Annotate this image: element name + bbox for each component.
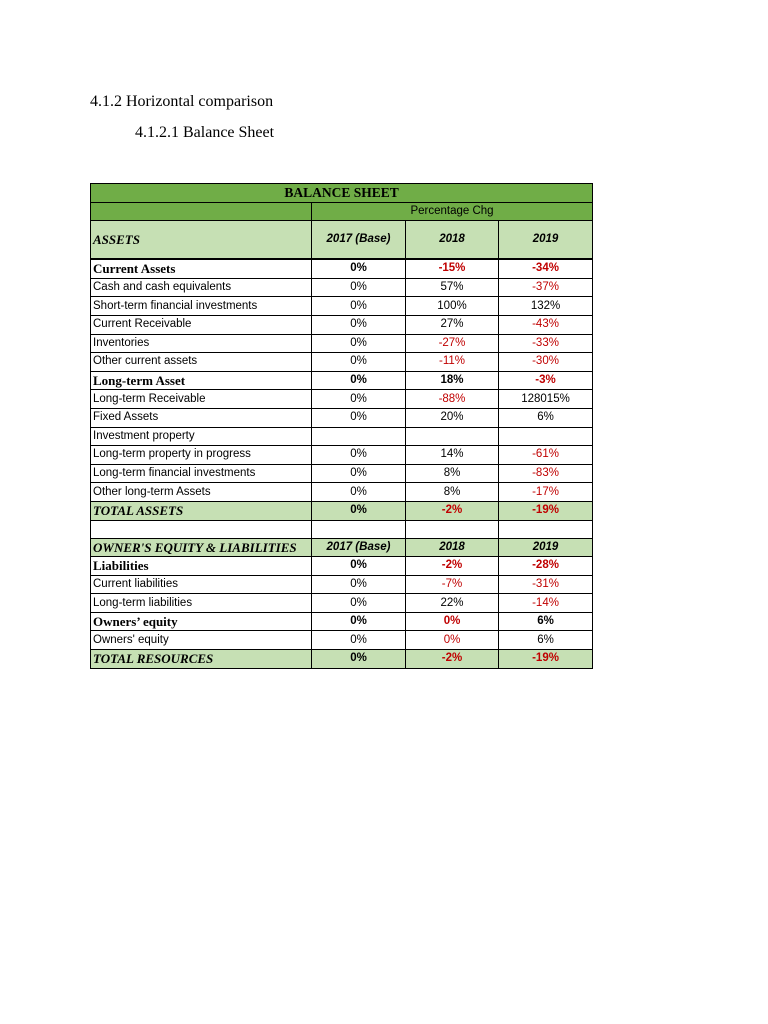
table-row <box>91 315 593 334</box>
cell-2019: -19% <box>499 501 593 520</box>
cell-2017: 0% <box>312 464 406 483</box>
heading-horizontal-comparison: 4.1.2 Horizontal comparison <box>90 93 274 110</box>
cell-2019: 128015% <box>499 390 593 409</box>
row-label: Current Assets <box>91 259 312 278</box>
cell-2018: 8% <box>406 464 499 483</box>
cell-2017: 0% <box>312 446 406 465</box>
cell-2019: -3% <box>499 371 593 390</box>
row-label: TOTAL ASSETS <box>91 501 312 520</box>
table-row <box>91 371 593 390</box>
col-2017-header: 2017 (Base) <box>312 221 406 260</box>
table-row <box>91 297 593 316</box>
cell-2018: 0% <box>406 631 499 650</box>
table-row <box>91 612 593 631</box>
cell-2018: -88% <box>406 390 499 409</box>
cell-2019: -33% <box>499 334 593 353</box>
cell-2017 <box>312 427 406 446</box>
equity-col-2019-header: 2019 <box>499 538 593 557</box>
cell-2017: 0% <box>312 612 406 631</box>
row-label: TOTAL RESOURCES <box>91 650 312 669</box>
cell-2018: 100% <box>406 297 499 316</box>
table-row <box>91 464 593 483</box>
row-label: Short-term financial investments <box>91 297 312 316</box>
cell-2019: 6% <box>499 408 593 427</box>
cell-2018: 0% <box>406 612 499 631</box>
cell-2017: 0% <box>312 650 406 669</box>
cell-2018: -2% <box>406 650 499 669</box>
table-row <box>91 446 593 465</box>
cell-2018: -2% <box>406 557 499 576</box>
cell-2017: 0% <box>312 371 406 390</box>
row-label: Inventories <box>91 334 312 353</box>
row-label: Investment property <box>91 427 312 446</box>
table-row <box>91 575 593 594</box>
equity-col-2018-header: 2018 <box>406 538 499 557</box>
table-row <box>91 650 593 669</box>
cell-2017: 0% <box>312 631 406 650</box>
cell-2017: 0% <box>312 501 406 520</box>
cell-2019: 6% <box>499 612 593 631</box>
cell-2017: 0% <box>312 259 406 278</box>
table-row <box>91 427 593 446</box>
equity-header-label: OWNER'S EQUITY & LIABILITIES <box>91 538 312 557</box>
row-label: Fixed Assets <box>91 408 312 427</box>
cell-2017: 0% <box>312 390 406 409</box>
row-label: Other long-term Assets <box>91 483 312 502</box>
cell-2018 <box>406 427 499 446</box>
col-2018-header: 2018 <box>406 221 499 260</box>
table-row <box>91 557 593 576</box>
table-row <box>91 353 593 372</box>
table-title: BALANCE SHEET <box>91 184 593 203</box>
table-row <box>91 483 593 502</box>
row-label: Current Receivable <box>91 315 312 334</box>
equity-header-row <box>91 538 593 557</box>
table-row <box>91 631 593 650</box>
table-row <box>91 390 593 409</box>
cell-2019: -28% <box>499 557 593 576</box>
table-row <box>91 408 593 427</box>
row-label: Cash and cash equivalents <box>91 278 312 297</box>
cell-2019: -61% <box>499 446 593 465</box>
table-row <box>91 501 593 520</box>
heading-balance-sheet: 4.1.2.1 Balance Sheet <box>135 124 275 141</box>
cell-2017: 0% <box>312 483 406 502</box>
cell-2017: 0% <box>312 353 406 372</box>
spacer-row <box>91 520 593 538</box>
col-2019-header: 2019 <box>499 221 593 260</box>
cell-2019 <box>499 427 593 446</box>
balance-sheet-table <box>90 183 593 669</box>
cell-2019: -37% <box>499 278 593 297</box>
cell-2018: -11% <box>406 353 499 372</box>
cell-2018: 8% <box>406 483 499 502</box>
cell-2017: 0% <box>312 594 406 613</box>
percentage-change-header: Percentage Chg <box>312 202 593 221</box>
row-label: Long-term property in progress <box>91 446 312 465</box>
cell-2018: 20% <box>406 408 499 427</box>
assets-header-row <box>91 221 593 260</box>
row-label: Other current assets <box>91 353 312 372</box>
cell-2017: 0% <box>312 278 406 297</box>
row-label: Owners’ equity <box>91 612 312 631</box>
table-row <box>91 594 593 613</box>
equity-col-2017-header: 2017 (Base) <box>312 538 406 557</box>
cell-2019: -17% <box>499 483 593 502</box>
cell-2017: 0% <box>312 297 406 316</box>
cell-2019: 132% <box>499 297 593 316</box>
row-label: Owners' equity <box>91 631 312 650</box>
cell-2017: 0% <box>312 408 406 427</box>
cell-2018: -27% <box>406 334 499 353</box>
row-label: Current liabilities <box>91 575 312 594</box>
cell-2018: -15% <box>406 259 499 278</box>
cell-2017: 0% <box>312 575 406 594</box>
cell-2018: 27% <box>406 315 499 334</box>
cell-2018: 22% <box>406 594 499 613</box>
cell-2018: 57% <box>406 278 499 297</box>
cell-2018: -2% <box>406 501 499 520</box>
table-row <box>91 259 593 278</box>
cell-2018: -7% <box>406 575 499 594</box>
cell-2017: 0% <box>312 557 406 576</box>
cell-2018: 14% <box>406 446 499 465</box>
row-label: Long-term financial investments <box>91 464 312 483</box>
table-row <box>91 278 593 297</box>
cell-2019: 6% <box>499 631 593 650</box>
row-label: Long-term liabilities <box>91 594 312 613</box>
cell-2019: -19% <box>499 650 593 669</box>
cell-2017: 0% <box>312 315 406 334</box>
assets-header-label: ASSETS <box>91 221 312 260</box>
cell-2018: 18% <box>406 371 499 390</box>
cell-2017: 0% <box>312 334 406 353</box>
row-label: Long-term Asset <box>91 371 312 390</box>
row-label: Liabilities <box>91 557 312 576</box>
cell-2019: -30% <box>499 353 593 372</box>
cell-2019: -83% <box>499 464 593 483</box>
cell-2019: -14% <box>499 594 593 613</box>
cell-2019: -31% <box>499 575 593 594</box>
table-row <box>91 334 593 353</box>
cell-2019: -34% <box>499 259 593 278</box>
row-label: Long-term Receivable <box>91 390 312 409</box>
cell-2019: -43% <box>499 315 593 334</box>
